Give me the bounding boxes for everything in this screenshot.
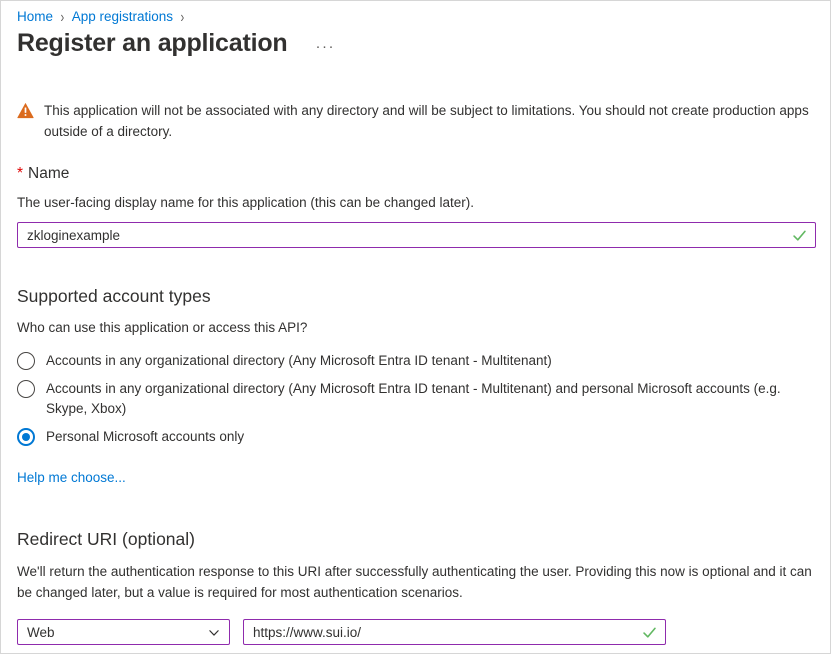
required-asterisk: *	[17, 165, 24, 182]
redirect-uri-description: We'll return the authentication response to this URI after successfully authenticating the user. Providing this now is optional and it can be changed later, but a value is required for most authentication scenarios.	[17, 564, 812, 600]
platform-selected-value: Web	[27, 624, 55, 640]
name-input[interactable]	[17, 222, 816, 248]
radio-option-label: Accounts in any organizational directory (Any Microsoft Entra ID tenant - Multitenant)	[46, 353, 552, 368]
checkmark-icon	[792, 228, 807, 243]
name-input-container	[17, 222, 816, 248]
breadcrumb-separator-icon: ›	[180, 6, 185, 26]
register-application-page	[1, 8, 830, 645]
supported-account-types-heading: Supported account types	[17, 286, 211, 306]
breadcrumb-app-registrations-link[interactable]: App registrations	[71, 8, 173, 24]
platform-select-dropdown[interactable]	[17, 619, 230, 645]
context-menu-ellipsis-icon[interactable]: ···	[315, 38, 335, 55]
help-me-choose-link[interactable]: Help me choose...	[17, 470, 126, 485]
name-field-description: The user-facing display name for this application (this can be changed later).	[17, 195, 474, 210]
radio-option-label: Accounts in any organizational directory (Any Microsoft Entra ID tenant - Multitenant) and personal Microsoft accounts (e.g. Skype, Xbox)	[46, 381, 781, 416]
name-label-text: Name	[28, 165, 70, 182]
radio-option-multitenant[interactable]	[17, 351, 807, 371]
chevron-down-icon	[208, 627, 220, 639]
breadcrumb-separator-icon: ›	[60, 6, 65, 26]
radio-button-icon[interactable]	[17, 380, 35, 398]
name-field-label	[17, 165, 814, 183]
warning-banner	[17, 100, 814, 142]
warning-triangle-icon	[17, 102, 34, 119]
account-types-question: Who can use this application or access this API?	[17, 320, 308, 335]
radio-option-personal-only[interactable]	[17, 427, 807, 447]
redirect-uri-row	[17, 619, 814, 645]
breadcrumb	[17, 8, 814, 24]
page-header	[17, 29, 814, 58]
redirect-uri-heading: Redirect URI (optional)	[17, 529, 195, 549]
redirect-uri-input[interactable]	[243, 619, 666, 645]
radio-button-selected-icon[interactable]	[17, 428, 35, 446]
page-title: Register an application	[17, 29, 288, 57]
account-types-radio-group	[17, 351, 814, 447]
radio-option-multitenant-personal[interactable]	[17, 379, 807, 419]
warning-text: This application will not be associated with any directory and will be subject to limitations. You should not create production apps outside of a directory.	[44, 103, 809, 139]
checkmark-icon	[642, 625, 657, 640]
radio-option-label: Personal Microsoft accounts only	[46, 429, 245, 444]
redirect-uri-input-container	[243, 619, 666, 645]
breadcrumb-home-link[interactable]: Home	[17, 8, 54, 24]
radio-button-icon[interactable]	[17, 352, 35, 370]
